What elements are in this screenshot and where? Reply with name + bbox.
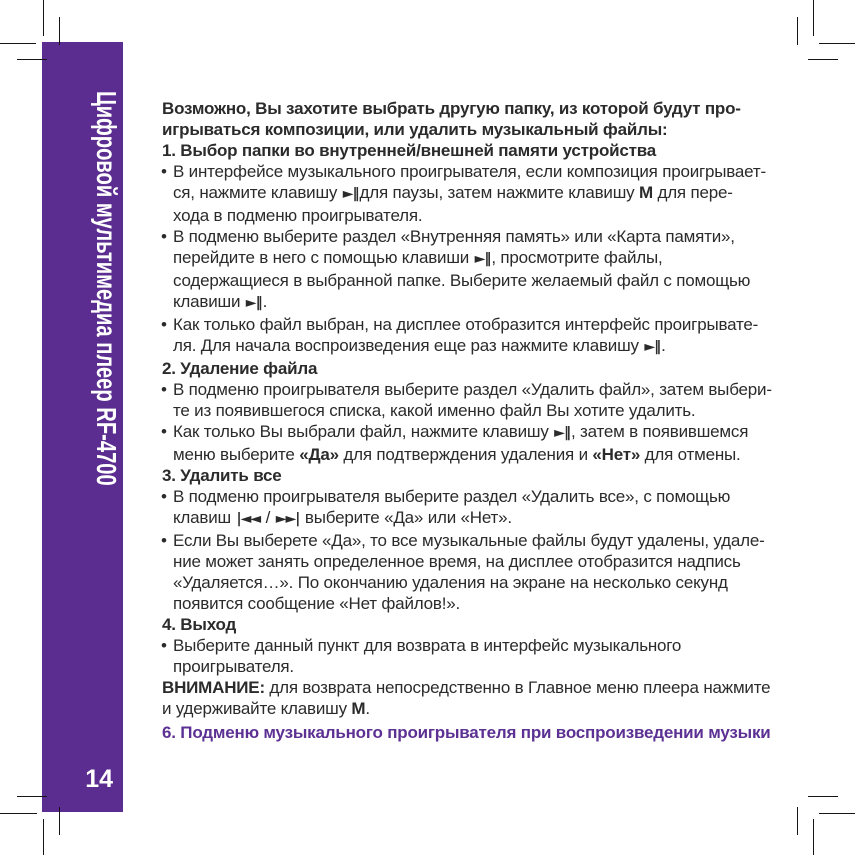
text-line (162, 140, 754, 161)
text-line (162, 400, 754, 421)
block-bullet (161, 379, 772, 421)
text-segment: 3. Удалить все (162, 466, 282, 485)
block-purple-heading (162, 722, 771, 743)
text-segment: содержащиеся в выбранной папке. Выберите желаемый файл с помощью (173, 271, 751, 290)
text-segment: для паузы, затем нажмите клавишу (359, 183, 639, 202)
text-segment: ние может занять определенное время, на дисплее отобразится надпись (173, 552, 741, 571)
text-segment: хода в подменю проигрывателя. (173, 206, 423, 225)
text-line (162, 614, 754, 635)
block-bullet (162, 635, 754, 677)
text-line (162, 358, 754, 379)
text-segment: появится сообщение «Нет файлов!». (173, 594, 461, 613)
block-heading (162, 140, 754, 161)
text-line (162, 722, 771, 743)
text-segment: ля. Для начала воспроизведения еще раз нажмите клавишу (173, 336, 644, 355)
text-segment: / (261, 508, 275, 527)
block-bullet (162, 486, 754, 530)
text-line (162, 270, 754, 291)
crop-mark (819, 813, 855, 814)
text-segment: и удерживайте клавишу (162, 699, 352, 718)
rewind-icon: |◄◄ (236, 511, 261, 527)
text-line (162, 656, 754, 677)
text-line (162, 119, 754, 140)
block-heading (162, 358, 754, 379)
text-segment: для возврата непосредственно в Главное меню плеера нажмите (264, 678, 771, 697)
text-segment: перейдите в него с помощью клавиши (173, 248, 474, 267)
block-heading (162, 614, 754, 635)
block-bullet (162, 421, 754, 465)
crop-mark (59, 17, 60, 45)
text-segment: «Да» (299, 445, 339, 464)
play-pause-icon: ►‖ (342, 186, 359, 202)
text-segment: Как только Вы выбрали файл, нажмите клавишу (173, 422, 554, 441)
crop-mark (43, 819, 44, 855)
crop-mark (17, 59, 47, 60)
crop-mark (797, 807, 798, 835)
text-segment: проигрывателя. (173, 657, 294, 676)
bullet-marker: • (161, 162, 167, 181)
text-line (162, 551, 754, 572)
text-line (161, 161, 766, 182)
text-segment: клавиши (173, 292, 245, 311)
text-segment: ся, нажмите клавишу (173, 183, 342, 202)
text-line (162, 182, 754, 205)
text-segment: 1. Выбор папки во внутренней/внешней памяти устройства (162, 141, 657, 160)
block-bullet (161, 530, 765, 614)
text-line (162, 205, 754, 226)
text-line (161, 530, 765, 551)
bullet-marker: • (161, 487, 167, 506)
text-line (162, 247, 754, 270)
text-line (162, 593, 754, 614)
block-para-bold (162, 98, 754, 140)
text-line (162, 698, 754, 719)
text-line (162, 335, 754, 358)
text-segment: ВНИМАНИЕ: (162, 678, 265, 697)
bullet-marker: • (161, 315, 167, 334)
crop-mark (808, 796, 838, 797)
text-segment: . (365, 699, 370, 718)
crop-mark (797, 17, 798, 45)
bullet-marker: • (161, 531, 167, 550)
text-segment: меню выберите (173, 445, 300, 464)
text-segment: М (639, 183, 653, 202)
text-line (162, 635, 754, 656)
play-pause-icon: ►‖ (245, 295, 262, 311)
text-segment: 4. Выход (162, 615, 237, 634)
text-segment: , затем в появившемся (570, 422, 749, 441)
block-note (162, 677, 771, 719)
sidebar-title: Цифровой мультимедиа плеер RF-4700 (91, 91, 122, 486)
text-segment: для отмены. (640, 445, 741, 464)
play-pause-icon: ►‖ (554, 425, 570, 441)
text-segment: «Удаляется…». По окончанию удаления на экране на несколько секунд (173, 573, 728, 592)
bullet-marker: • (161, 636, 167, 655)
crop-mark (43, 0, 44, 36)
crop-mark (819, 43, 855, 44)
block-bullet (161, 314, 759, 358)
page-number: 14 (85, 765, 113, 793)
text-segment: . (262, 292, 268, 311)
text-segment: для подтверждения удаления и (338, 445, 593, 464)
text-segment: выберите «Да» или «Нет». (300, 508, 512, 527)
crop-mark (59, 807, 60, 835)
crop-mark (808, 59, 838, 60)
text-segment: те из появившегося списка, какой именно файл Вы хотите удалить. (173, 401, 696, 420)
crop-mark (0, 43, 36, 44)
block-bullet (161, 161, 766, 226)
text-segment: Возможно, Вы захотите выбрать другую папку, из которой будут про- (162, 99, 741, 118)
text-line (162, 421, 754, 444)
text-segment: , просмотрите файлы, (491, 248, 663, 267)
text-segment: 6. Подменю музыкального проигрывателя при воспроизведении музыки (162, 723, 771, 742)
text-segment: для пере- (652, 183, 733, 202)
text-line (162, 507, 754, 530)
text-segment: В подменю проигрывателя выберите раздел «Удалить файл», затем выбери- (173, 380, 772, 399)
text-line (162, 572, 754, 593)
text-segment: В подменю проигрывателя выберите раздел «Удалить все», с помощью (173, 487, 731, 506)
text-line (162, 465, 754, 486)
text-segment: Выберите данный пункт для возврата в интерфейс музыкального (173, 636, 682, 655)
text-segment: Если Вы выберете «Да», то все музыкальные файлы будут удалены, удале- (173, 531, 765, 550)
bullet-marker: • (161, 227, 167, 246)
text-segment: . (661, 336, 666, 355)
text-line (162, 226, 754, 247)
bullet-marker: • (161, 380, 167, 399)
crop-mark (0, 813, 37, 814)
text-line (161, 379, 772, 400)
block-heading (162, 465, 754, 486)
content-blocks (161, 98, 772, 743)
play-pause-icon: ►‖ (644, 339, 661, 355)
text-segment: В интерфейсе музыкального проигрывателя, если композиция проигрывает- (173, 162, 766, 181)
text-segment: Как только файл выбран, на дисплее отобразится интерфейс проигрывате- (173, 315, 759, 334)
text-segment: «Нет» (592, 445, 641, 464)
text-segment: М (351, 699, 366, 718)
crop-mark (813, 819, 814, 855)
text-line (162, 444, 754, 465)
text-segment: 2. Удаление файла (162, 359, 318, 378)
fast-forward-icon: ►►| (275, 511, 300, 527)
crop-mark (17, 796, 47, 797)
play-pause-icon: ►‖ (474, 251, 491, 267)
text-segment: В подменю выберите раздел «Внутренняя память» или «Карта памяти», (173, 227, 735, 246)
block-bullet (162, 226, 754, 314)
text-line (162, 98, 754, 119)
text-segment: клавиш (173, 508, 236, 527)
bullet-marker: • (161, 422, 167, 441)
text-line (162, 677, 771, 698)
text-line (162, 291, 754, 314)
crop-mark (813, 0, 814, 36)
text-segment: игрываться композиции, или удалить музыкальный файлы: (162, 120, 668, 139)
text-line (162, 486, 754, 507)
text-line (161, 314, 759, 335)
